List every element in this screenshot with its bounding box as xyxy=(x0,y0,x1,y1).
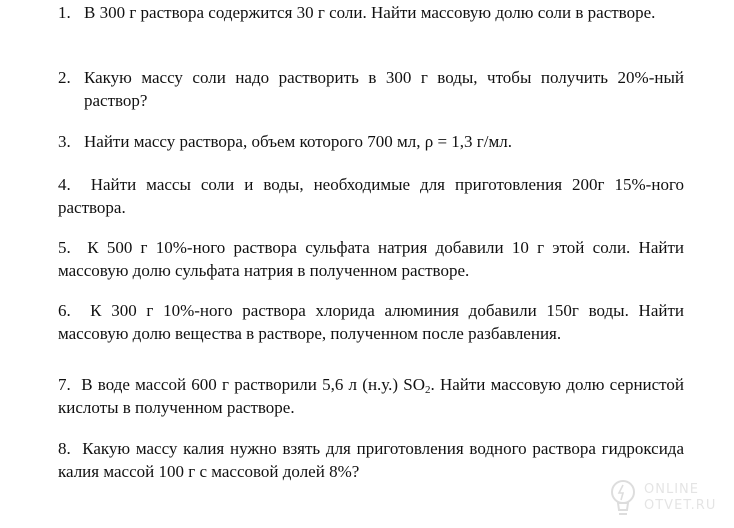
problem-number: 2. xyxy=(58,68,71,87)
problem-text: К 500 г 10%-ного раствора сульфата натрия добавили 10 г этой соли. Найти массовую долю сульфата натрия в полученном растворе. xyxy=(58,238,684,280)
problem-2 xyxy=(58,66,684,112)
problem-number: 7. xyxy=(58,375,71,394)
watermark-line-1: ONLINE xyxy=(644,482,699,497)
problem-text: В 300 г раствора содержится 30 г соли. Найти массовую долю соли в растворе. xyxy=(84,3,656,22)
watermark-logo xyxy=(608,476,718,520)
problem-3 xyxy=(58,130,684,153)
problem-text: Найти массу раствора, объем которого 700 мл, ρ = 1,3 г/мл. xyxy=(84,132,512,151)
problem-number: 3. xyxy=(58,132,71,151)
problem-number: 6. xyxy=(58,301,71,320)
problem-text-after: . Найти массовую долю сернистой кислоты в полученном растворе. xyxy=(58,375,684,417)
problem-text: Какую массу соли надо растворить в 300 г воды, чтобы получить 20%-ный раствор? xyxy=(84,68,684,110)
problem-number: 1. xyxy=(58,3,71,22)
problem-text: Найти массы соли и воды, необходимые для приготовления 200г 15%-ного раствора. xyxy=(58,175,684,217)
problem-number: 8. xyxy=(58,439,71,458)
problem-5 xyxy=(58,236,684,282)
problem-number: 5. xyxy=(58,238,71,257)
problem-text: К 300 г 10%-ного раствора хлорида алюминия добавили 150г воды. Найти массовую долю вещества в растворе, полученном после разбавления. xyxy=(58,301,684,343)
problem-7 xyxy=(58,373,684,419)
problem-text: Какую массу калия нужно взять для приготовления водного раствора гидроксида калия массой 100 г с массовой долей 8%? xyxy=(58,439,684,481)
problem-8 xyxy=(58,437,684,483)
problem-text-before: В воде массой 600 г растворили 5,6 л (н.у.) SO xyxy=(81,375,425,394)
problem-1 xyxy=(58,1,684,24)
watermark-line-2: OTVET.RU xyxy=(644,498,717,513)
lightbulb-icon xyxy=(608,476,638,520)
problem-number: 4. xyxy=(58,175,71,194)
problem-6 xyxy=(58,299,684,345)
subscript: 2 xyxy=(424,384,431,396)
problem-4 xyxy=(58,173,684,219)
